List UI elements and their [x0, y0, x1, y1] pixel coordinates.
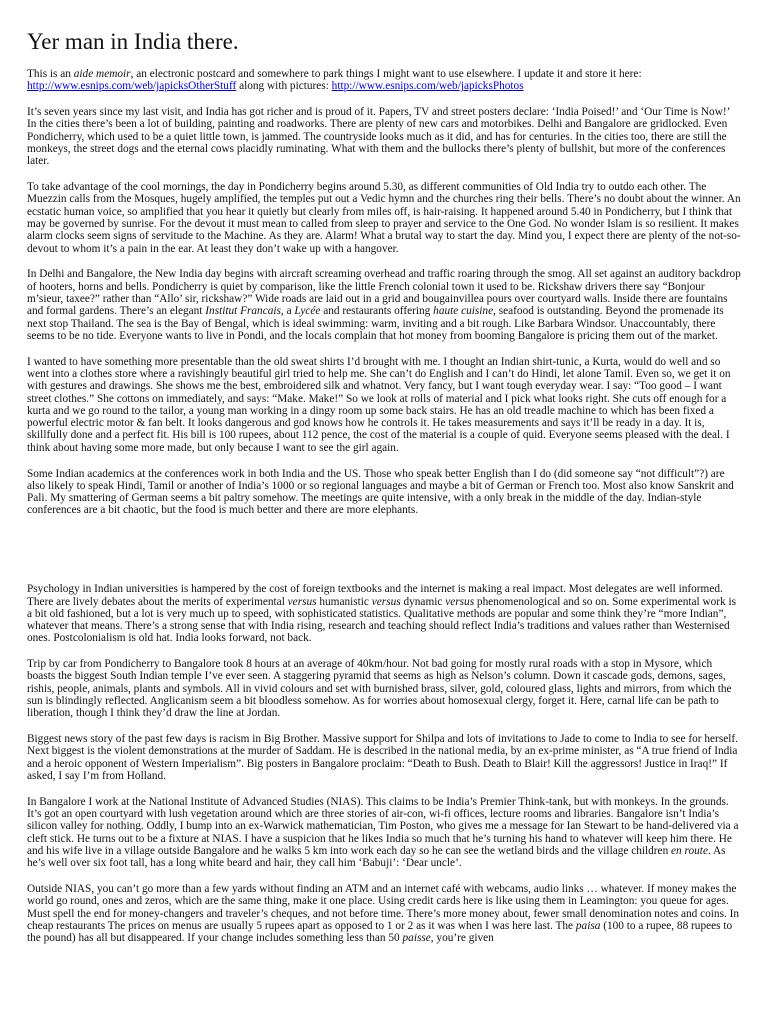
p10-text-3: , you’re given — [430, 932, 494, 945]
p3-text-3: and restaurants offering — [320, 305, 434, 318]
p10-text-1: Outside NIAS, you can’t go more than a few yards without finding an ATM and an internet café with webcams, audio links … whatever. If money makes the world go round, ones and zeros, which are the same thing, make it one place. Using credit cards here is like using them in Leamington: you queue for ages. Must spell the end for money-changers and traveler’s cheques, and not before time. There’s more money about, fewer small denomination notes and coins. In cheap restaurants The prices on menus are usually 5 rupees apart as opposed to 1 or 2 as it was when I was here last. The — [27, 883, 740, 933]
p3-text-2: , a — [280, 305, 295, 318]
paragraph-trip-bangalore: Trip by car from Pondicherry to Bangalore took 8 hours at an average of 40km/hour. Not bad going for mostly rural roads with a stop in Mysore, which boasts the biggest South Indian temple I’ve ever seen. A staggering pyramid that seems as high as Nelson’s column. Down it cascade gods, demons, sages, rishis, people, animals, plants and symbols. All in vivid colours and set with burnished brass, silver, gold, coloured glass, lights and mirrors, from which the sun is blindingly reflected. Anglicanism seem a bit bloodless somehow. As for worries about homosexual clergy, forget it. Here, carnal life can be path to liberation, though I think they’d draw the line at Jordan. — [27, 658, 732, 720]
p3-italic-2: Lycée — [294, 305, 321, 318]
paragraph-news: Biggest news story of the past few days is racism in Big Brother. Massive support for Shilpa and lots of invitations to Jade to come to India to see for herself. Next biggest is the violent demonstrations at the murder of Saddam. He is described in the national media, by an ex-prime minister, as “A true friend of India and a heroic opponent of Western Imperialism”. Big posters in Bangalore proclaim: “Death to Bush. Death to Blair! Kill the aggressors! Justice in Iraq!” If asked, I say I’m from Holland. — [27, 733, 738, 783]
p6-italic-2: versus — [371, 595, 401, 608]
intro-paragraph — [27, 68, 741, 93]
paragraph-delhi-bangalore — [27, 268, 741, 342]
intro-text-3: along with pictures: — [236, 80, 332, 93]
p6-italic-3: versus — [445, 595, 475, 608]
paragraph-psychology — [27, 583, 741, 644]
blank-gap — [27, 530, 741, 583]
paragraph-money — [27, 883, 741, 944]
p6-text-3: dynamic — [400, 595, 446, 608]
p10-text-2: (100 to a rupee, 88 rupees to the pound) has all but disappeared. If your change includes something less than 50 — [27, 920, 733, 945]
paragraph-academics: Some Indian academics at the conferences work in both India and the US. Those who speak better English than I do (did someone say “not difficult”?) are also likely to speak Hindi, Tamil or another of India’s 1000 or so regional languages and maybe a bit of German or French too. Most also know Sanskrit and Pali. My smattering of German seems a bit paltry somehow. The meetings are quite intensive, with a only break in the middle of the day. Indian-style conferences are a bit chaotic, but the food is much better and there are more elephants. — [27, 467, 734, 517]
intro-italic: aide memoir — [73, 68, 131, 80]
p9-text-1: In Bangalore I work at the National Institute of Advanced Studies (NIAS). This claims to be India’s Premier Think-tank, but with monkeys. In the grounds. It’s got an open courtyard with lush vegetation around which are three stories of air-con, wi-fi offices, lecture rooms and libraries. Bangalore isn’t India’s silicon valley for nothing. Oddly, I bump into an ex-Warwick mathematician, Tim Poston, who gives me a message for Ian Stewart to be hand-delivered via a cleft stick. He turns out to be a fixture at NIAS. I have a suspicion that he likes India so much that he’s turning his hand to whatever will keep him there. He and his wife live in a village outside Bangalore and he walks 5 km into work each day so he can see the wetland birds and the village children — [27, 795, 739, 858]
photos-link[interactable]: http://www.esnips.com/web/japicksPhotos — [331, 80, 524, 93]
paragraph-nias — [27, 796, 741, 870]
intro-text-2: , an electronic postcard and somewhere to park things I might want to use elsewhere. I update it and store it here: — [130, 68, 642, 80]
page-title: Yer man in India there. — [27, 29, 239, 54]
p10-italic-1: paisa — [575, 920, 601, 933]
other-stuff-link[interactable]: http://www.esnips.com/web/japicksOtherStuff — [27, 80, 237, 93]
p6-text-2: humanistic — [316, 595, 372, 608]
p9-italic-1: en route — [671, 845, 708, 858]
p10-italic-2: paisse — [402, 932, 431, 945]
paragraph-kurta: I wanted to have something more presentable than the old sweat shirts I’d brought with me. I thought an Indian shirt-tunic, a Kurta, would do well and so went into a clothes store where a ravishingly beautiful girl tried to help me. She can’t do English and I can’t do Hindi, let alone Tamil. Even so, we get it on with gestures and drawings. She shows me the best, embroidered silk and whatnot. Very fancy, but I want tough everyday wear. I say: “Too good – I want street clothes.” She cottons on immediately, and says: “Make. Make!” So we look at rolls of material and I pick what looks right. She cuts off enough for a kurta and we go round to the tailor, a young man working in a dingy room up some back stairs. He has an old treadle machine to which has been fixed a powerful electric motor & fan belt. It looks dangerous and god knows how he controls it. He takes measurements and says it’ll be ready in a day. It is, skillfully done and a perfect fit. His bill is 100 rupees, about 112 pence, the cost of the material is a couple of quid. Everyone seems pleased with the deal. I think about having some more made, but only because I want to see the girl again. — [27, 355, 731, 454]
intro-text-1: This is an — [27, 68, 74, 80]
paragraph-india-richer: It’s seven years since my last visit, and India has got richer and is proud of it. Papers, TV and street posters declare: ‘India Poised!’ and ‘Our Time is Now!’ In the cities there’s been a lot of building, painting and roadworks. There are plenty of new cars and motorbikes. Delhi and Bangalore are gridlocked. Even Pondicherry, which used to be a quiet little town, is jammed. The countryside looks much as it did, and has for centuries. In the cities too, there are still the monkeys, the street dogs and the eternal cows placidly ruminating. What with them and the bullocks there’s plenty of bullshit, but more of the conferences later. — [27, 106, 730, 168]
p3-italic-1: Institut Francais — [205, 305, 281, 318]
p3-text-1: In Delhi and Bangalore, the New India day begins with aircraft screaming overhead and traffic roaring through the smog. All set against an auditory backdrop of hooters, horns and bells. Pondicherry is quiet by comparison, like the little French colonial town it used to be. Rickshaw drivers there say “Bonjour m’sieur, taxee?” rather than “Allo’ sir, rickshaw?” Wide roads are laid out in a grid and bougainvillea pours over courtyard walls. Inside there are fountains and formal gardens. There’s an elegant — [27, 268, 741, 318]
p9-text-2: . As he’s well over six foot tall, has a long white beard and hair, they call him ‘Babuji’: ‘Dear uncle’. — [27, 845, 726, 870]
p6-text-1: Psychology in Indian universities is hampered by the cost of foreign textbooks and the internet is making a real impact. Most delegates are well informed. There are lively debates about the merits of experimental — [27, 583, 723, 608]
p6-text-4: phenomenological and so on. Some experimental work is a bit old fashioned, but a lot is very much up to speed, with sophisticated statistics. Qualitative methods are popular and some think they’re “more Indian”, whatever that means. There’s a strong sense that with India rising, research and teaching should reflect India’s traditions and values rather than Westernised ones. Postcolonialism is old hat. India looks forward, not back. — [27, 595, 737, 645]
p3-italic-3: haute cuisine — [433, 305, 494, 318]
p6-italic-1: versus — [287, 595, 317, 608]
paragraph-pondicherry-mornings: To take advantage of the cool mornings, the day in Pondicherry begins around 5.30, as different communities of Old India try to outdo each other. The Muezzin calls from the Mosques, hugely amplified, the temples put out a Vedic hymn and the churches ring their bells. There’s no doubt about the winner. An ecstatic human voice, so amplified that you hear it quietly but clearly from miles off, is hair-raising. It happened around 5.40 in Pondicherry, but I think that may be governed by sunrise. For the devout it must mean to called from sleep to prayer and service to the One God. No wonder Islam is so resilient. It makes alarm clocks seem signs of servitude to the Machine. As they are. Alarm! What a brutal way to start the day. Mind you, I expect there are plenty of the not-so-devout to whom it’s a pain in the ear. At least they don’t wake up with a hangover. — [27, 181, 741, 255]
p3-text-4: , seafood is outstanding. Beyond the promenade its next stop Thailand. The sea is the Bay of Bengal, which is ideal swimming: warm, inviting and a bit rough. Like Barbara Windsor. Unaccountably, there seems to be no tide. Everyone wants to live in Pondi, and the locals complain that hot money from booming Bangalore is pricing them out of the market. — [27, 305, 724, 342]
